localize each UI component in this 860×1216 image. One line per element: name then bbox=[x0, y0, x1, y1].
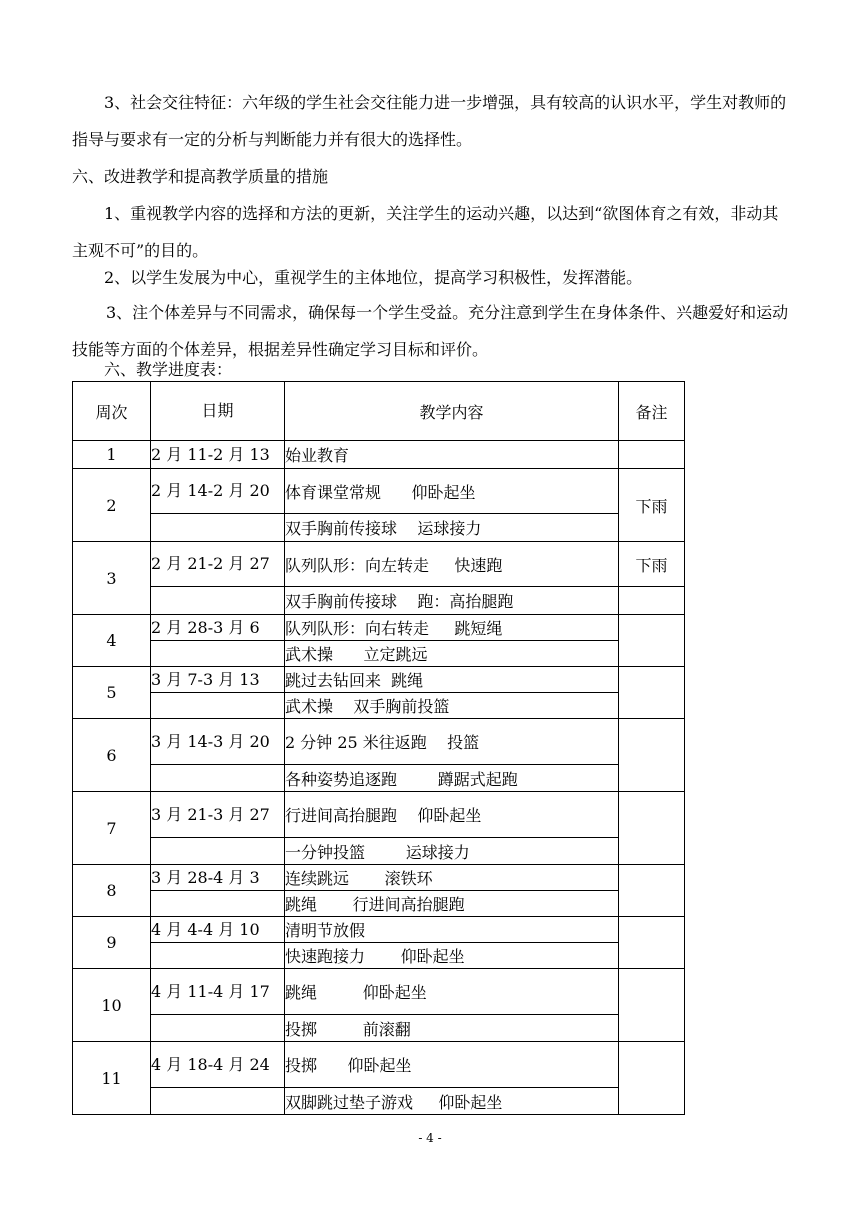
lesson-content: 连续跳远 滚铁环 bbox=[285, 865, 619, 891]
date-range: 2 月 21-2 月 27 bbox=[151, 542, 285, 587]
remark-cell bbox=[619, 1042, 685, 1115]
week-number: 5 bbox=[73, 667, 151, 719]
lesson-content: 投掷 前滚翻 bbox=[285, 1015, 619, 1042]
date-range-empty bbox=[151, 641, 285, 667]
remark-cell bbox=[619, 615, 685, 667]
lesson-content: 2 分钟 25 米往返跑 投篮 bbox=[285, 719, 619, 765]
lesson-content: 双手胸前传接球 运球接力 bbox=[285, 514, 619, 542]
date-range: 3 月 21-3 月 27 bbox=[151, 792, 285, 838]
lesson-content: 一分钟投篮 运球接力 bbox=[285, 838, 619, 865]
date-range-empty bbox=[151, 943, 285, 969]
date-range: 4 月 4-4 月 10 bbox=[151, 917, 285, 943]
lesson-content: 行进间高抬腿跑 仰卧起坐 bbox=[285, 792, 619, 838]
week-number: 6 bbox=[73, 719, 151, 792]
page-number: - 4 - bbox=[418, 1131, 442, 1145]
lesson-content: 体育课堂常规 仰卧起坐 bbox=[285, 469, 619, 514]
date-range-empty bbox=[151, 765, 285, 792]
table-row bbox=[73, 792, 685, 838]
header-date: 日期 bbox=[151, 382, 285, 441]
table-row bbox=[73, 1015, 685, 1042]
table-row bbox=[73, 917, 685, 943]
table-row bbox=[73, 969, 685, 1015]
paragraph-measure-3: 3、注个体差异与不同需求，确保每一个学生受益。充分注意到学生在身体条件、兴趣爱好和运动技能等方面的个体差异，根据差异性确定学习目标和评价。 bbox=[72, 303, 789, 359]
date-range: 4 月 18-4 月 24 bbox=[151, 1042, 285, 1088]
date-range: 3 月 14-3 月 20 bbox=[151, 719, 285, 765]
lesson-content: 队列队形：向右转走 跳短绳 bbox=[285, 615, 619, 641]
table-row bbox=[73, 615, 685, 641]
table-row bbox=[73, 891, 685, 917]
table-header-row bbox=[73, 382, 685, 441]
lesson-content: 清明节放假 bbox=[285, 917, 619, 943]
remark-cell bbox=[619, 917, 685, 969]
remark-cell bbox=[619, 719, 685, 792]
week-number: 3 bbox=[73, 542, 151, 615]
heading-teaching-measures: 六、改进教学和提高教学质量的措施 bbox=[72, 167, 329, 186]
date-range: 2 月 14-2 月 20 bbox=[151, 469, 285, 514]
week-number: 9 bbox=[73, 917, 151, 969]
remark-cell: 下雨 bbox=[619, 469, 685, 542]
table-row bbox=[73, 943, 685, 969]
lesson-content: 投掷 仰卧起坐 bbox=[285, 1042, 619, 1088]
date-range: 3 月 7-3 月 13 bbox=[151, 667, 285, 693]
date-range-empty bbox=[151, 587, 285, 615]
table-row bbox=[73, 838, 685, 865]
date-range-empty bbox=[151, 693, 285, 719]
table-row bbox=[73, 441, 685, 469]
date-range-empty bbox=[151, 838, 285, 865]
lesson-content: 跳绳 行进间高抬腿跑 bbox=[285, 891, 619, 917]
table-row bbox=[73, 1088, 685, 1115]
table-row bbox=[73, 542, 685, 587]
date-range-empty bbox=[151, 514, 285, 542]
table-row bbox=[73, 1042, 685, 1088]
table-row bbox=[73, 469, 685, 514]
table-row bbox=[73, 587, 685, 615]
table-row bbox=[73, 641, 685, 667]
lesson-content: 始业教育 bbox=[285, 441, 619, 469]
table-row bbox=[73, 765, 685, 792]
remark-cell: 下雨 bbox=[619, 542, 685, 587]
week-number: 10 bbox=[73, 969, 151, 1042]
heading-schedule: 六、教学进度表： bbox=[104, 360, 233, 379]
remark-cell bbox=[619, 667, 685, 719]
header-week: 周次 bbox=[73, 382, 151, 441]
date-range-empty bbox=[151, 1015, 285, 1042]
lesson-content: 双手胸前传接球 跑：高抬腿跑 bbox=[285, 587, 619, 615]
lesson-content: 双脚跳过垫子游戏 仰卧起坐 bbox=[285, 1088, 619, 1115]
remark-cell bbox=[619, 441, 685, 469]
remark-cell bbox=[619, 865, 685, 917]
date-range: 4 月 11-4 月 17 bbox=[151, 969, 285, 1015]
paragraph-social-traits: 3、社会交往特征：六年级的学生社会交往能力进一步增强，具有较高的认识水平，学生对教师的指导与要求有一定的分析与判断能力并有很大的选择性。 bbox=[72, 93, 787, 149]
header-remark: 备注 bbox=[619, 382, 685, 441]
week-number: 4 bbox=[73, 615, 151, 667]
lesson-content: 各种姿势追逐跑 蹲踞式起跑 bbox=[285, 765, 619, 792]
week-number: 1 bbox=[73, 441, 151, 469]
table-row bbox=[73, 514, 685, 542]
remark-cell bbox=[619, 587, 685, 615]
lesson-content: 武术操 双手胸前投篮 bbox=[285, 693, 619, 719]
lesson-content: 快速跑接力 仰卧起坐 bbox=[285, 943, 619, 969]
paragraph-measure-1: 1、重视教学内容的选择和方法的更新，关注学生的运动兴趣，以达到“欲图体育之有效，非动其主观不可”的目的。 bbox=[72, 204, 779, 260]
week-number: 2 bbox=[73, 469, 151, 542]
remark-cell bbox=[619, 969, 685, 1042]
week-number: 8 bbox=[73, 865, 151, 917]
lesson-content: 武术操 立定跳远 bbox=[285, 641, 619, 667]
date-range-empty bbox=[151, 891, 285, 917]
header-content: 教学内容 bbox=[285, 382, 619, 441]
date-range: 2 月 28-3 月 6 bbox=[151, 615, 285, 641]
lesson-content: 跳过去钻回来 跳绳 bbox=[285, 667, 619, 693]
table-row bbox=[73, 865, 685, 891]
remark-cell bbox=[619, 792, 685, 865]
lesson-content: 队列队形：向左转走 快速跑 bbox=[285, 542, 619, 587]
date-range: 2 月 11-2 月 13 bbox=[151, 441, 285, 469]
date-range-empty bbox=[151, 1088, 285, 1115]
table-row bbox=[73, 667, 685, 693]
paragraph-measure-2: 2、以学生发展为中心，重视学生的主体地位，提高学习积极性，发挥潜能。 bbox=[104, 268, 643, 287]
table-row bbox=[73, 693, 685, 719]
date-range: 3 月 28-4 月 3 bbox=[151, 865, 285, 891]
table-row bbox=[73, 719, 685, 765]
lesson-content: 跳绳 仰卧起坐 bbox=[285, 969, 619, 1015]
week-number: 7 bbox=[73, 792, 151, 865]
teaching-schedule-table bbox=[72, 381, 685, 1115]
week-number: 11 bbox=[73, 1042, 151, 1115]
